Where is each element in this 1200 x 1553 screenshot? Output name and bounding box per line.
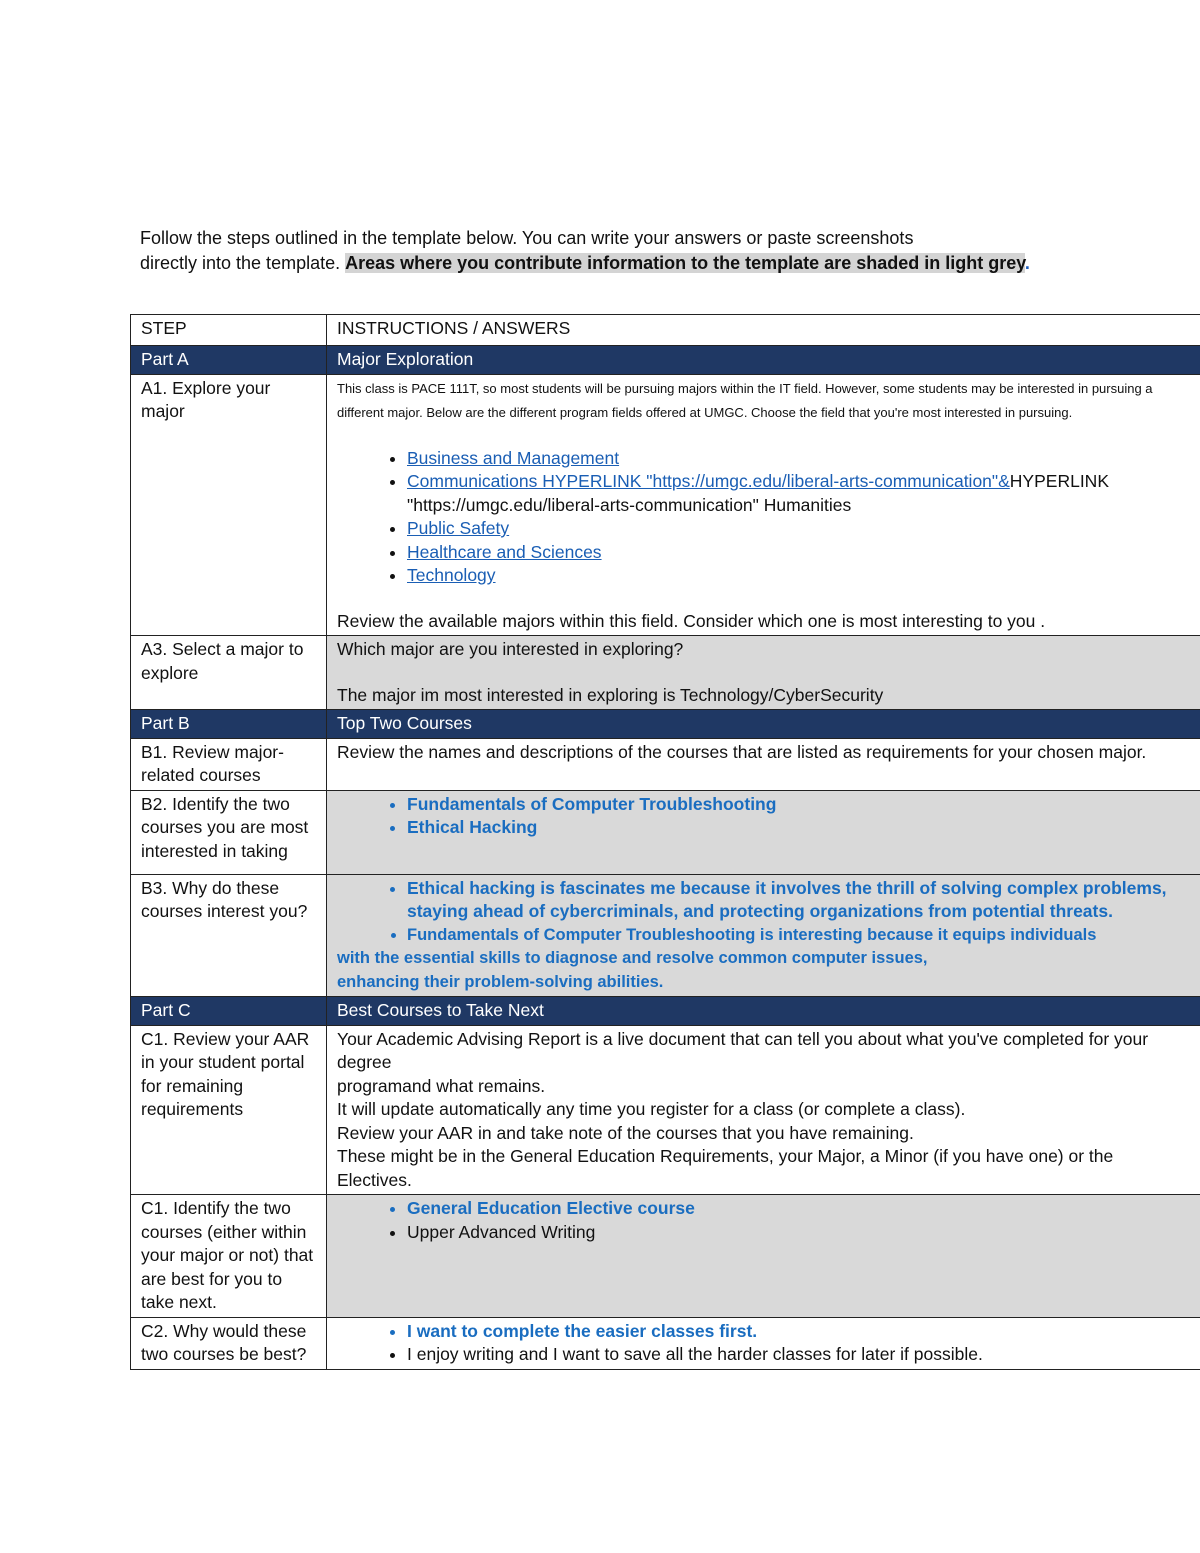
intro-end: . xyxy=(1024,253,1030,273)
b3-reason-list xyxy=(337,877,1191,948)
c1a-line: It will update automatically any time you register for a class (or complete a class). xyxy=(337,1099,966,1119)
c1b-answer-cell[interactable] xyxy=(327,1195,1200,1318)
list-item xyxy=(407,470,1191,517)
part-a-title: Major Exploration xyxy=(327,346,1200,375)
part-c-title: Best Courses to Take Next xyxy=(327,997,1200,1026)
b3-answer-cell[interactable] xyxy=(327,874,1200,997)
a3-step: A3. Select a major to explore xyxy=(131,636,327,710)
c1a-step: C1. Review your AAR in your student portal for remaining requirements xyxy=(131,1025,327,1195)
a1-intro: This class is PACE 111T, so most students will be pursuing majors within the IT field. However, some students may be interested in pursuing a different major. Below are the different program fields offered at UMGC. Choose the field that you're most interested in pursuing. xyxy=(337,380,1153,420)
intro-line1: Follow the steps outlined in the template below. You can write your answers or paste screenshots xyxy=(140,228,914,248)
b3-step: B3. Why do these courses interest you? xyxy=(131,874,327,997)
list-item: • I want to complete the easier classes first. xyxy=(407,1320,1191,1344)
list-item xyxy=(407,447,1191,471)
b1-step: B1. Review major-related courses xyxy=(131,738,327,790)
a3-question: Which major are you interested in exploring? xyxy=(337,639,684,659)
c1a-line: Your Academic Advising Report is a live document that can tell you about what you've completed for your degree xyxy=(337,1028,1149,1072)
c2-answer-cell[interactable] xyxy=(327,1317,1200,1369)
link-technology[interactable]: Technology xyxy=(407,565,496,585)
a1-step: A1. Explore your major xyxy=(131,374,327,636)
part-b-label: Part B xyxy=(131,710,327,739)
b2-course-list xyxy=(337,793,1191,840)
c2-row xyxy=(131,1317,1200,1369)
part-b-title: Top Two Courses xyxy=(327,710,1200,739)
link-communications-tail: HYPERLINK "https://umgc.edu/liberal-arts-communication" Humanities xyxy=(407,471,1109,515)
list-item xyxy=(407,541,1191,565)
a3-answer-cell[interactable] xyxy=(327,636,1200,710)
c1a-line: These might be in the General Education Requirements, your Major, a Minor (if you have one) or the Electives. xyxy=(337,1146,1114,1190)
list-item xyxy=(407,564,1191,588)
part-a-label: Part A xyxy=(131,346,327,375)
header-step: STEP xyxy=(131,315,327,346)
intro-paragraph xyxy=(140,226,1060,276)
b3-line4: enhancing their problem-solving abilities. xyxy=(337,972,664,991)
a3-row xyxy=(131,636,1200,710)
b2-answer-cell[interactable] xyxy=(327,790,1200,874)
b2-step: B2. Identify the two courses you are most interested in taking xyxy=(131,790,327,874)
intro-shaded-note: Areas where you contribute information to the template are shaded in light grey xyxy=(345,253,1025,273)
c2-step: C2. Why would these two courses be best? xyxy=(131,1317,327,1369)
list-item xyxy=(407,517,1191,541)
c1a-line: Review your AAR in and take note of the courses that you have remaining. xyxy=(337,1122,914,1143)
c1b-course-list xyxy=(337,1197,1191,1244)
b3-line3: with the essential skills to diagnose and resolve common computer issues, xyxy=(337,949,928,967)
a1-review: Review the available majors within this field. Consider which one is most interesting to you . xyxy=(337,610,1046,631)
link-communications[interactable]: Communications HYPERLINK "https://umgc.edu/liberal-arts-communication"& xyxy=(407,471,1010,491)
a1-content xyxy=(327,374,1200,636)
list-item: • I enjoy writing and I want to save all the harder classes for later if possible. xyxy=(407,1343,1191,1367)
part-c-row xyxy=(131,997,1200,1026)
part-c-label: Part C xyxy=(131,997,327,1026)
b2-row xyxy=(131,790,1200,874)
header-instructions: INSTRUCTIONS / ANSWERS xyxy=(327,315,1200,346)
link-business[interactable]: Business and Management xyxy=(407,447,620,468)
list-item: • Ethical hacking is fascinates me because it involves the thrill of solving complex problems, staying ahead of cybercriminals, and protecting organizations from potential threats. xyxy=(407,877,1191,924)
b1-text: Review the names and descriptions of the courses that are listed as requirements for your chosen major. xyxy=(327,738,1200,790)
link-public-safety[interactable]: Public Safety xyxy=(407,518,510,538)
c1a-row xyxy=(131,1025,1200,1195)
part-b-row xyxy=(131,710,1200,739)
list-item: • Fundamentals of Computer Troubleshooting is interesting because it equips individuals xyxy=(407,924,1191,948)
program-field-list xyxy=(337,447,1191,588)
b3-row xyxy=(131,874,1200,997)
template-table xyxy=(130,314,1200,1370)
c1b-row xyxy=(131,1195,1200,1318)
header-row xyxy=(131,315,1200,346)
b1-row xyxy=(131,738,1200,790)
c1a-content xyxy=(327,1025,1200,1195)
part-a-row xyxy=(131,346,1200,375)
list-item: • Ethical Hacking xyxy=(407,816,1191,840)
c2-reason-list xyxy=(337,1320,1191,1367)
list-item: • Upper Advanced Writing xyxy=(407,1221,1191,1245)
link-healthcare[interactable]: Healthcare and Sciences xyxy=(407,541,602,562)
a3-answer: The major im most interested in exploring is Technology/CyberSecurity xyxy=(337,684,884,705)
c1b-step: C1. Identify the two courses (either within your major or not) that are best for you to take next. xyxy=(131,1195,327,1318)
a1-row xyxy=(131,374,1200,636)
intro-line2: directly into the template. xyxy=(140,253,346,273)
c1a-line: programand what remains. xyxy=(337,1075,546,1096)
list-item: • Fundamentals of Computer Troubleshooting xyxy=(407,793,1191,817)
list-item: • General Education Elective course xyxy=(407,1197,1191,1221)
